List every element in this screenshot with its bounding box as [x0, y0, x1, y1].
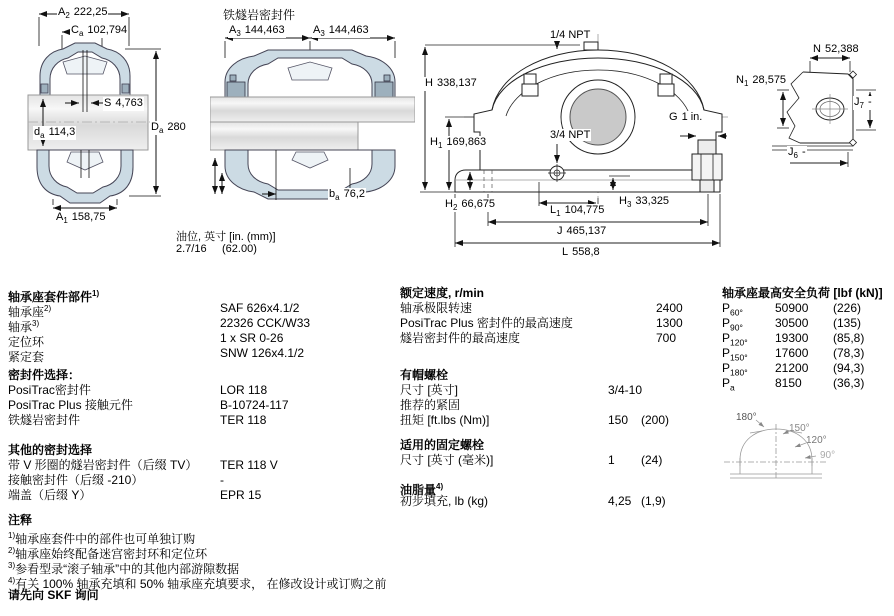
safe-load-section — [722, 286, 883, 391]
section-header-safe-load: 轴承座最高安全负荷 [lbf (kN)] — [722, 286, 883, 300]
table-row: $P_{180^\circ}$ 21200 (94,3) — [722, 361, 865, 378]
taconite-title: 铁燧岩密封件 — [223, 8, 296, 22]
other-seal-options-section — [8, 443, 278, 503]
note-item: $^{4)}$有关 100% 轴承充填和 50% 轴承座充填要求， 在修改设计或订购之前 — [8, 576, 387, 591]
table-row: $P_{90^\circ}$ 30500 (135) — [722, 316, 862, 333]
dim-label-l1: $L_1$ 104,775 — [550, 204, 605, 219]
dim-label-a3-right: $A_3$ 144,463 — [313, 24, 369, 39]
section-header-cap-bolts: 有帽螺栓 — [400, 368, 449, 382]
oil-level-inch: 2.7/16 — [176, 243, 207, 255]
table-row: 接触密封件（后缀 -210） - — [8, 473, 224, 487]
notes-section — [8, 513, 387, 603]
table-row: PosiTrac Plus 密封件的最高速度 1300 — [400, 316, 683, 330]
table-row: 轴承座$^{2)}$ SAF 626x4.1/2 — [8, 301, 300, 319]
section-header-attachment-bolts: 适用的固定螺栓 — [400, 438, 485, 452]
table-row: 端盖（后缀 Y） EPR 15 — [8, 488, 262, 502]
dim-label-ca: $C_a$ 102,794 — [71, 24, 128, 39]
dim-label-da: $d_a$ 114,3 — [34, 126, 76, 141]
dim-label-threequarter-npt: 3/4 NPT — [550, 129, 591, 141]
note-item: $^{3)}$参看型录“滚子轴承”中的其他内部游隙数据 — [8, 561, 240, 576]
table-row: 轴承极限转速 2400 — [400, 301, 683, 315]
oil-level-mm: (62.00) — [222, 243, 257, 255]
table-row: 带 V 形圈的燧岩密封件（后缀 TV） TER 118 V — [8, 458, 278, 472]
dim-label-h: H 338,137 — [424, 77, 478, 91]
section-header-grease: 油脂量$^{4)}$ — [400, 482, 444, 497]
table-row: 燧岩密封件的最高速度 700 — [400, 331, 677, 345]
dim-label-h3: $H_3$ 33,325 — [619, 195, 670, 210]
section-header-seals: 密封件选择： — [8, 368, 81, 382]
table-row: $P_{120^\circ}$ 19300 (85,8) — [722, 331, 865, 348]
dim-label-j6: $J_6$ - — [788, 146, 806, 161]
dim-label-ba: $b_a$ 76,2 — [329, 188, 365, 203]
dim-label-Da: $D_a$ 280 — [151, 121, 186, 136]
dim-label-n1: $N_1$ 28,575 — [736, 74, 787, 89]
table-row: PosiTrac密封件 LOR 118 — [8, 383, 268, 397]
dim-label-n: N 52,388 — [813, 43, 859, 55]
section-header-other-seals: 其他的密封选择 — [8, 443, 93, 457]
notes-header: 注释 — [8, 513, 33, 527]
rated-speed-section — [400, 286, 683, 346]
section-header-speed: 额定速度, r/min — [400, 286, 485, 300]
table-row: PosiTrac Plus 接触元件 B-10724-117 — [8, 398, 289, 412]
notes-footer: 请先向 SKF 询问 — [8, 588, 99, 602]
angle-label-180: 180° — [736, 412, 757, 423]
attachment-bolts-section — [400, 438, 663, 468]
table-row: 轴承$^{3)}$ 22326 CCK/W33 — [8, 316, 311, 334]
dim-label-a3-left: $A_3$ 144,463 — [229, 24, 285, 39]
dim-label-s: S 4,763 — [103, 97, 144, 111]
dim-label-a1: $A_1$ 158,75 — [56, 211, 106, 226]
dim-label-a2: $A_2$ 222,25 — [58, 6, 108, 21]
angle-label-120: 120° — [806, 435, 827, 446]
grease-quantity-section — [400, 479, 666, 509]
section-header-kit: 轴承座套件部件$^{1)}$ — [8, 289, 100, 304]
table-row: $P_{150^\circ}$ 17600 (78,3) — [722, 346, 865, 363]
side-view-drawing — [760, 38, 894, 188]
table-row: 尺寸 [英寸 (毫米)] 1 (24) — [400, 453, 663, 467]
table-row: 初步填充, lb (kg) 4,25 (1,9) — [400, 494, 666, 508]
dim-label-h2: $H_2$ 66,675 — [445, 198, 496, 213]
note-item: $^{2)}$轴承座始终配备迷宫密封环和定位环 — [8, 546, 208, 561]
housing-kit-section — [8, 286, 311, 364]
table-row: 推荐的紧固 — [400, 398, 461, 412]
table-row: 尺寸 [英寸] 3/4-10 — [400, 383, 643, 397]
oil-level-label: 油位, 英寸 [in. (mm)] — [176, 231, 276, 243]
angle-label-90: 90° — [820, 450, 836, 461]
cap-bolts-section — [400, 368, 670, 428]
dim-label-h1: $H_1$ 169,863 — [430, 136, 487, 151]
table-row: $P_a$ 8150 (36,3) — [722, 376, 865, 393]
table-row: 定位环 1 x SR 0-26 — [8, 331, 284, 349]
table-row: $P_{60^\circ}$ 50900 (226) — [722, 301, 862, 318]
dim-label-j7: $J_7$ - — [854, 96, 872, 111]
dim-label-g: G 1 in. — [669, 111, 703, 123]
angle-label-150: 150° — [789, 423, 810, 434]
taconite-seal-view-drawing — [210, 18, 415, 214]
table-row: 扭矩 [ft.lbs (Nm)] 150 (200) — [400, 413, 670, 427]
table-row: 铁燧岩密封件 TER 118 — [8, 413, 267, 427]
seal-options-section — [8, 368, 289, 428]
table-row: 紧定套 SNW 126x4.1/2 — [8, 346, 305, 364]
dim-label-quarter-npt: 1/4 NPT — [550, 29, 591, 41]
dim-label-l: L 558,8 — [562, 246, 600, 258]
dim-label-j: J 465,137 — [557, 225, 607, 237]
note-item: $^{1)}$轴承座套件中的部件也可单独订购 — [8, 531, 196, 546]
